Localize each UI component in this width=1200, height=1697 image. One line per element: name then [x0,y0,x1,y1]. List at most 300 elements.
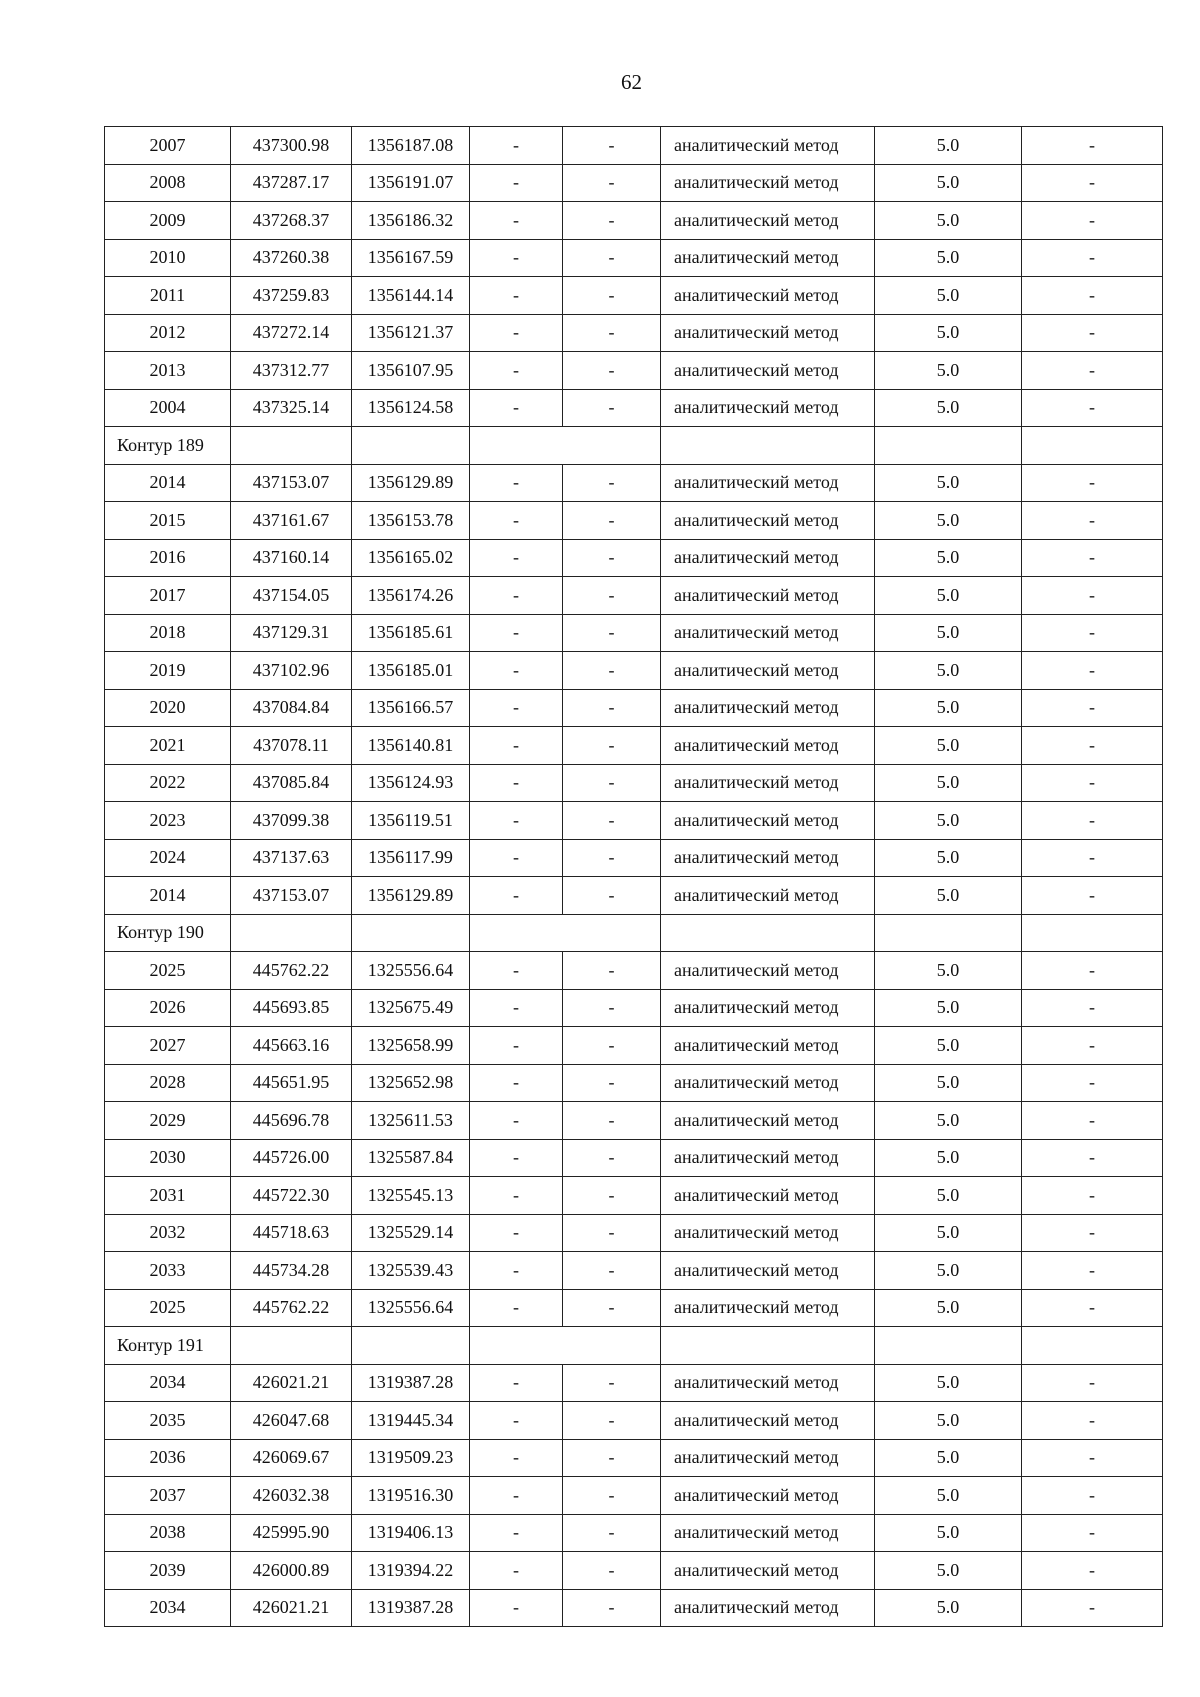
empty-dash-cell: - [470,802,563,840]
point-number-cell: 2025 [105,952,231,990]
empty-dash-cell: - [563,1402,661,1440]
empty-cell [875,1327,1022,1365]
accuracy-cell: 5.0 [875,989,1022,1027]
table-row [105,989,1163,1027]
y-coordinate-cell: 1319387.28 [352,1364,470,1402]
empty-dash-cell: - [1022,1439,1163,1477]
table-row [105,502,1163,540]
method-cell: аналитический метод [661,839,875,877]
empty-dash-cell: - [470,352,563,390]
y-coordinate-cell: 1325529.14 [352,1214,470,1252]
empty-cell [231,427,352,465]
x-coordinate-cell: 437272.14 [231,314,352,352]
empty-dash-cell: - [563,1552,661,1590]
contour-label: Контур 189 [105,427,231,465]
empty-dash-cell: - [563,1439,661,1477]
x-coordinate-cell: 437102.96 [231,652,352,690]
method-cell: аналитический метод [661,727,875,765]
y-coordinate-cell: 1319445.34 [352,1402,470,1440]
point-number-cell: 2037 [105,1477,231,1515]
accuracy-cell: 5.0 [875,464,1022,502]
empty-dash-cell: - [470,502,563,540]
empty-cell [875,427,1022,465]
empty-dash-cell: - [1022,1364,1163,1402]
y-coordinate-cell: 1356124.58 [352,389,470,427]
accuracy-cell: 5.0 [875,689,1022,727]
empty-dash-cell: - [470,1177,563,1215]
empty-dash-cell: - [563,1027,661,1065]
y-coordinate-cell: 1356117.99 [352,839,470,877]
x-coordinate-cell: 445663.16 [231,1027,352,1065]
method-cell: аналитический метод [661,1139,875,1177]
empty-dash-cell: - [563,464,661,502]
accuracy-cell: 5.0 [875,352,1022,390]
method-cell: аналитический метод [661,1514,875,1552]
point-number-cell: 2015 [105,502,231,540]
empty-dash-cell: - [563,952,661,990]
method-cell: аналитический метод [661,464,875,502]
table-row [105,314,1163,352]
empty-dash-cell: - [470,1027,563,1065]
method-cell: аналитический метод [661,1402,875,1440]
empty-dash-cell: - [563,577,661,615]
x-coordinate-cell: 437312.77 [231,352,352,390]
method-cell: аналитический метод [661,1552,875,1590]
method-cell: аналитический метод [661,314,875,352]
table-row [105,277,1163,315]
empty-dash-cell: - [563,164,661,202]
empty-dash-cell: - [563,689,661,727]
table-row [105,1064,1163,1102]
empty-dash-cell: - [470,727,563,765]
empty-dash-cell: - [470,764,563,802]
empty-dash-cell: - [470,839,563,877]
empty-dash-cell: - [470,1589,563,1627]
x-coordinate-cell: 437153.07 [231,464,352,502]
method-cell: аналитический метод [661,389,875,427]
empty-cell [1022,1327,1163,1365]
empty-cell [1022,914,1163,952]
accuracy-cell: 5.0 [875,577,1022,615]
table-row [105,1027,1163,1065]
empty-dash-cell: - [563,352,661,390]
table-row [105,1552,1163,1590]
point-number-cell: 2024 [105,839,231,877]
point-number-cell: 2004 [105,389,231,427]
empty-dash-cell: - [470,1477,563,1515]
y-coordinate-cell: 1356144.14 [352,277,470,315]
table-row [105,1214,1163,1252]
accuracy-cell: 5.0 [875,127,1022,165]
contour-header-row [105,427,1163,465]
empty-cell [1022,427,1163,465]
table-row [105,614,1163,652]
empty-dash-cell: - [563,314,661,352]
y-coordinate-cell: 1319387.28 [352,1589,470,1627]
y-coordinate-cell: 1356185.61 [352,614,470,652]
empty-dash-cell: - [1022,202,1163,240]
empty-dash-cell: - [1022,689,1163,727]
accuracy-cell: 5.0 [875,164,1022,202]
method-cell: аналитический метод [661,614,875,652]
empty-dash-cell: - [563,1477,661,1515]
point-number-cell: 2011 [105,277,231,315]
method-cell: аналитический метод [661,952,875,990]
empty-dash-cell: - [470,277,563,315]
accuracy-cell: 5.0 [875,1552,1022,1590]
contour-label: Контур 191 [105,1327,231,1365]
point-number-cell: 2038 [105,1514,231,1552]
empty-cell [352,427,470,465]
empty-dash-cell: - [1022,1514,1163,1552]
empty-cell [352,1327,470,1365]
empty-dash-cell: - [563,839,661,877]
table-row [105,389,1163,427]
point-number-cell: 2036 [105,1439,231,1477]
accuracy-cell: 5.0 [875,1027,1022,1065]
table-row [105,127,1163,165]
point-number-cell: 2032 [105,1214,231,1252]
accuracy-cell: 5.0 [875,1589,1022,1627]
empty-cell [470,1327,661,1365]
accuracy-cell: 5.0 [875,1402,1022,1440]
method-cell: аналитический метод [661,689,875,727]
empty-cell [875,914,1022,952]
y-coordinate-cell: 1356140.81 [352,727,470,765]
method-cell: аналитический метод [661,1214,875,1252]
x-coordinate-cell: 426021.21 [231,1589,352,1627]
method-cell: аналитический метод [661,1439,875,1477]
table-row [105,464,1163,502]
point-number-cell: 2029 [105,1102,231,1140]
x-coordinate-cell: 445693.85 [231,989,352,1027]
x-coordinate-cell: 445722.30 [231,1177,352,1215]
empty-dash-cell: - [1022,1139,1163,1177]
y-coordinate-cell: 1325611.53 [352,1102,470,1140]
empty-dash-cell: - [470,239,563,277]
table-row [105,802,1163,840]
accuracy-cell: 5.0 [875,614,1022,652]
y-coordinate-cell: 1356191.07 [352,164,470,202]
empty-dash-cell: - [563,1064,661,1102]
accuracy-cell: 5.0 [875,539,1022,577]
table-row [105,1102,1163,1140]
point-number-cell: 2020 [105,689,231,727]
empty-dash-cell: - [563,1364,661,1402]
empty-dash-cell: - [563,727,661,765]
empty-dash-cell: - [1022,1027,1163,1065]
point-number-cell: 2035 [105,1402,231,1440]
empty-dash-cell: - [1022,839,1163,877]
point-number-cell: 2026 [105,989,231,1027]
x-coordinate-cell: 426047.68 [231,1402,352,1440]
empty-dash-cell: - [470,389,563,427]
table-body [105,127,1163,1627]
table-row [105,577,1163,615]
empty-dash-cell: - [470,1102,563,1140]
accuracy-cell: 5.0 [875,1514,1022,1552]
empty-dash-cell: - [470,652,563,690]
accuracy-cell: 5.0 [875,839,1022,877]
empty-dash-cell: - [563,1289,661,1327]
point-number-cell: 2008 [105,164,231,202]
empty-dash-cell: - [1022,352,1163,390]
x-coordinate-cell: 437129.31 [231,614,352,652]
table-row [105,202,1163,240]
empty-dash-cell: - [470,877,563,915]
contour-header-row [105,1327,1163,1365]
y-coordinate-cell: 1356186.32 [352,202,470,240]
empty-dash-cell: - [470,1552,563,1590]
method-cell: аналитический метод [661,1064,875,1102]
empty-dash-cell: - [563,764,661,802]
accuracy-cell: 5.0 [875,1064,1022,1102]
table-row [105,1514,1163,1552]
x-coordinate-cell: 437137.63 [231,839,352,877]
x-coordinate-cell: 426032.38 [231,1477,352,1515]
y-coordinate-cell: 1325675.49 [352,989,470,1027]
y-coordinate-cell: 1356165.02 [352,539,470,577]
y-coordinate-cell: 1356185.01 [352,652,470,690]
point-number-cell: 2022 [105,764,231,802]
x-coordinate-cell: 437260.38 [231,239,352,277]
empty-dash-cell: - [470,127,563,165]
y-coordinate-cell: 1325539.43 [352,1252,470,1290]
empty-dash-cell: - [563,502,661,540]
point-number-cell: 2014 [105,464,231,502]
point-number-cell: 2034 [105,1589,231,1627]
table-row [105,1439,1163,1477]
method-cell: аналитический метод [661,577,875,615]
empty-dash-cell: - [1022,239,1163,277]
y-coordinate-cell: 1325658.99 [352,1027,470,1065]
y-coordinate-cell: 1319394.22 [352,1552,470,1590]
method-cell: аналитический метод [661,652,875,690]
point-number-cell: 2039 [105,1552,231,1590]
method-cell: аналитический метод [661,539,875,577]
empty-cell [470,914,661,952]
y-coordinate-cell: 1356119.51 [352,802,470,840]
empty-dash-cell: - [1022,802,1163,840]
empty-dash-cell: - [563,1139,661,1177]
x-coordinate-cell: 445762.22 [231,1289,352,1327]
point-number-cell: 2017 [105,577,231,615]
y-coordinate-cell: 1356124.93 [352,764,470,802]
accuracy-cell: 5.0 [875,1477,1022,1515]
point-number-cell: 2023 [105,802,231,840]
accuracy-cell: 5.0 [875,239,1022,277]
table-row [105,1252,1163,1290]
accuracy-cell: 5.0 [875,1439,1022,1477]
method-cell: аналитический метод [661,127,875,165]
empty-dash-cell: - [1022,1589,1163,1627]
empty-dash-cell: - [470,1439,563,1477]
empty-dash-cell: - [470,314,563,352]
method-cell: аналитический метод [661,1289,875,1327]
empty-dash-cell: - [563,614,661,652]
empty-dash-cell: - [563,277,661,315]
y-coordinate-cell: 1325652.98 [352,1064,470,1102]
table-row [105,239,1163,277]
accuracy-cell: 5.0 [875,802,1022,840]
table-row [105,1477,1163,1515]
point-number-cell: 2012 [105,314,231,352]
empty-dash-cell: - [563,202,661,240]
y-coordinate-cell: 1356174.26 [352,577,470,615]
table-row [105,1289,1163,1327]
empty-dash-cell: - [470,1402,563,1440]
x-coordinate-cell: 437287.17 [231,164,352,202]
empty-dash-cell: - [470,1139,563,1177]
point-number-cell: 2010 [105,239,231,277]
x-coordinate-cell: 437154.05 [231,577,352,615]
x-coordinate-cell: 426000.89 [231,1552,352,1590]
x-coordinate-cell: 437085.84 [231,764,352,802]
y-coordinate-cell: 1356187.08 [352,127,470,165]
x-coordinate-cell: 445696.78 [231,1102,352,1140]
empty-dash-cell: - [563,989,661,1027]
empty-dash-cell: - [563,539,661,577]
method-cell: аналитический метод [661,1589,875,1627]
empty-dash-cell: - [470,464,563,502]
y-coordinate-cell: 1325545.13 [352,1177,470,1215]
x-coordinate-cell: 425995.90 [231,1514,352,1552]
y-coordinate-cell: 1356166.57 [352,689,470,727]
empty-dash-cell: - [470,164,563,202]
x-coordinate-cell: 437259.83 [231,277,352,315]
method-cell: аналитический метод [661,1102,875,1140]
point-number-cell: 2007 [105,127,231,165]
x-coordinate-cell: 426069.67 [231,1439,352,1477]
empty-cell [352,914,470,952]
point-number-cell: 2014 [105,877,231,915]
empty-dash-cell: - [1022,652,1163,690]
table-row [105,952,1163,990]
y-coordinate-cell: 1319516.30 [352,1477,470,1515]
empty-dash-cell: - [470,202,563,240]
table-row [105,1177,1163,1215]
empty-dash-cell: - [1022,1252,1163,1290]
empty-dash-cell: - [470,614,563,652]
point-number-cell: 2019 [105,652,231,690]
y-coordinate-cell: 1356107.95 [352,352,470,390]
accuracy-cell: 5.0 [875,1214,1022,1252]
x-coordinate-cell: 445762.22 [231,952,352,990]
table-row [105,727,1163,765]
point-number-cell: 2013 [105,352,231,390]
table-row [105,539,1163,577]
point-number-cell: 2009 [105,202,231,240]
empty-dash-cell: - [563,1252,661,1290]
empty-dash-cell: - [470,1364,563,1402]
empty-dash-cell: - [470,539,563,577]
table-row [105,1364,1163,1402]
empty-dash-cell: - [1022,164,1163,202]
point-number-cell: 2034 [105,1364,231,1402]
empty-dash-cell: - [1022,539,1163,577]
empty-dash-cell: - [1022,1289,1163,1327]
accuracy-cell: 5.0 [875,1102,1022,1140]
empty-dash-cell: - [1022,614,1163,652]
page-number: 62 [621,70,642,94]
point-number-cell: 2016 [105,539,231,577]
point-number-cell: 2028 [105,1064,231,1102]
accuracy-cell: 5.0 [875,877,1022,915]
method-cell: аналитический метод [661,1177,875,1215]
method-cell: аналитический метод [661,1364,875,1402]
empty-dash-cell: - [563,1177,661,1215]
x-coordinate-cell: 445726.00 [231,1139,352,1177]
x-coordinate-cell: 445718.63 [231,1214,352,1252]
accuracy-cell: 5.0 [875,1177,1022,1215]
accuracy-cell: 5.0 [875,1289,1022,1327]
empty-dash-cell: - [1022,764,1163,802]
method-cell: аналитический метод [661,239,875,277]
accuracy-cell: 5.0 [875,389,1022,427]
empty-dash-cell: - [1022,1177,1163,1215]
table-row [105,839,1163,877]
point-number-cell: 2033 [105,1252,231,1290]
empty-dash-cell: - [470,1252,563,1290]
empty-dash-cell: - [470,1289,563,1327]
empty-dash-cell: - [563,1589,661,1627]
method-cell: аналитический метод [661,277,875,315]
empty-cell [661,914,875,952]
empty-dash-cell: - [1022,277,1163,315]
empty-cell [231,914,352,952]
x-coordinate-cell: 437153.07 [231,877,352,915]
empty-dash-cell: - [470,689,563,727]
empty-dash-cell: - [1022,1064,1163,1102]
y-coordinate-cell: 1356121.37 [352,314,470,352]
table-row [105,1402,1163,1440]
empty-cell [661,427,875,465]
x-coordinate-cell: 437099.38 [231,802,352,840]
x-coordinate-cell: 437268.37 [231,202,352,240]
empty-dash-cell: - [563,1102,661,1140]
empty-dash-cell: - [563,239,661,277]
empty-dash-cell: - [563,652,661,690]
empty-dash-cell: - [563,1514,661,1552]
empty-dash-cell: - [563,127,661,165]
accuracy-cell: 5.0 [875,502,1022,540]
accuracy-cell: 5.0 [875,652,1022,690]
y-coordinate-cell: 1319406.13 [352,1514,470,1552]
empty-dash-cell: - [1022,464,1163,502]
empty-dash-cell: - [1022,877,1163,915]
empty-dash-cell: - [1022,1552,1163,1590]
contour-header-row [105,914,1163,952]
accuracy-cell: 5.0 [875,1139,1022,1177]
empty-dash-cell: - [470,952,563,990]
table-row [105,652,1163,690]
empty-dash-cell: - [563,877,661,915]
y-coordinate-cell: 1356153.78 [352,502,470,540]
x-coordinate-cell: 437084.84 [231,689,352,727]
method-cell: аналитический метод [661,802,875,840]
x-coordinate-cell: 445734.28 [231,1252,352,1290]
empty-cell [231,1327,352,1365]
point-number-cell: 2031 [105,1177,231,1215]
empty-dash-cell: - [470,989,563,1027]
accuracy-cell: 5.0 [875,727,1022,765]
y-coordinate-cell: 1356167.59 [352,239,470,277]
x-coordinate-cell: 437325.14 [231,389,352,427]
method-cell: аналитический метод [661,989,875,1027]
table-row [105,689,1163,727]
empty-dash-cell: - [1022,1214,1163,1252]
method-cell: аналитический метод [661,764,875,802]
